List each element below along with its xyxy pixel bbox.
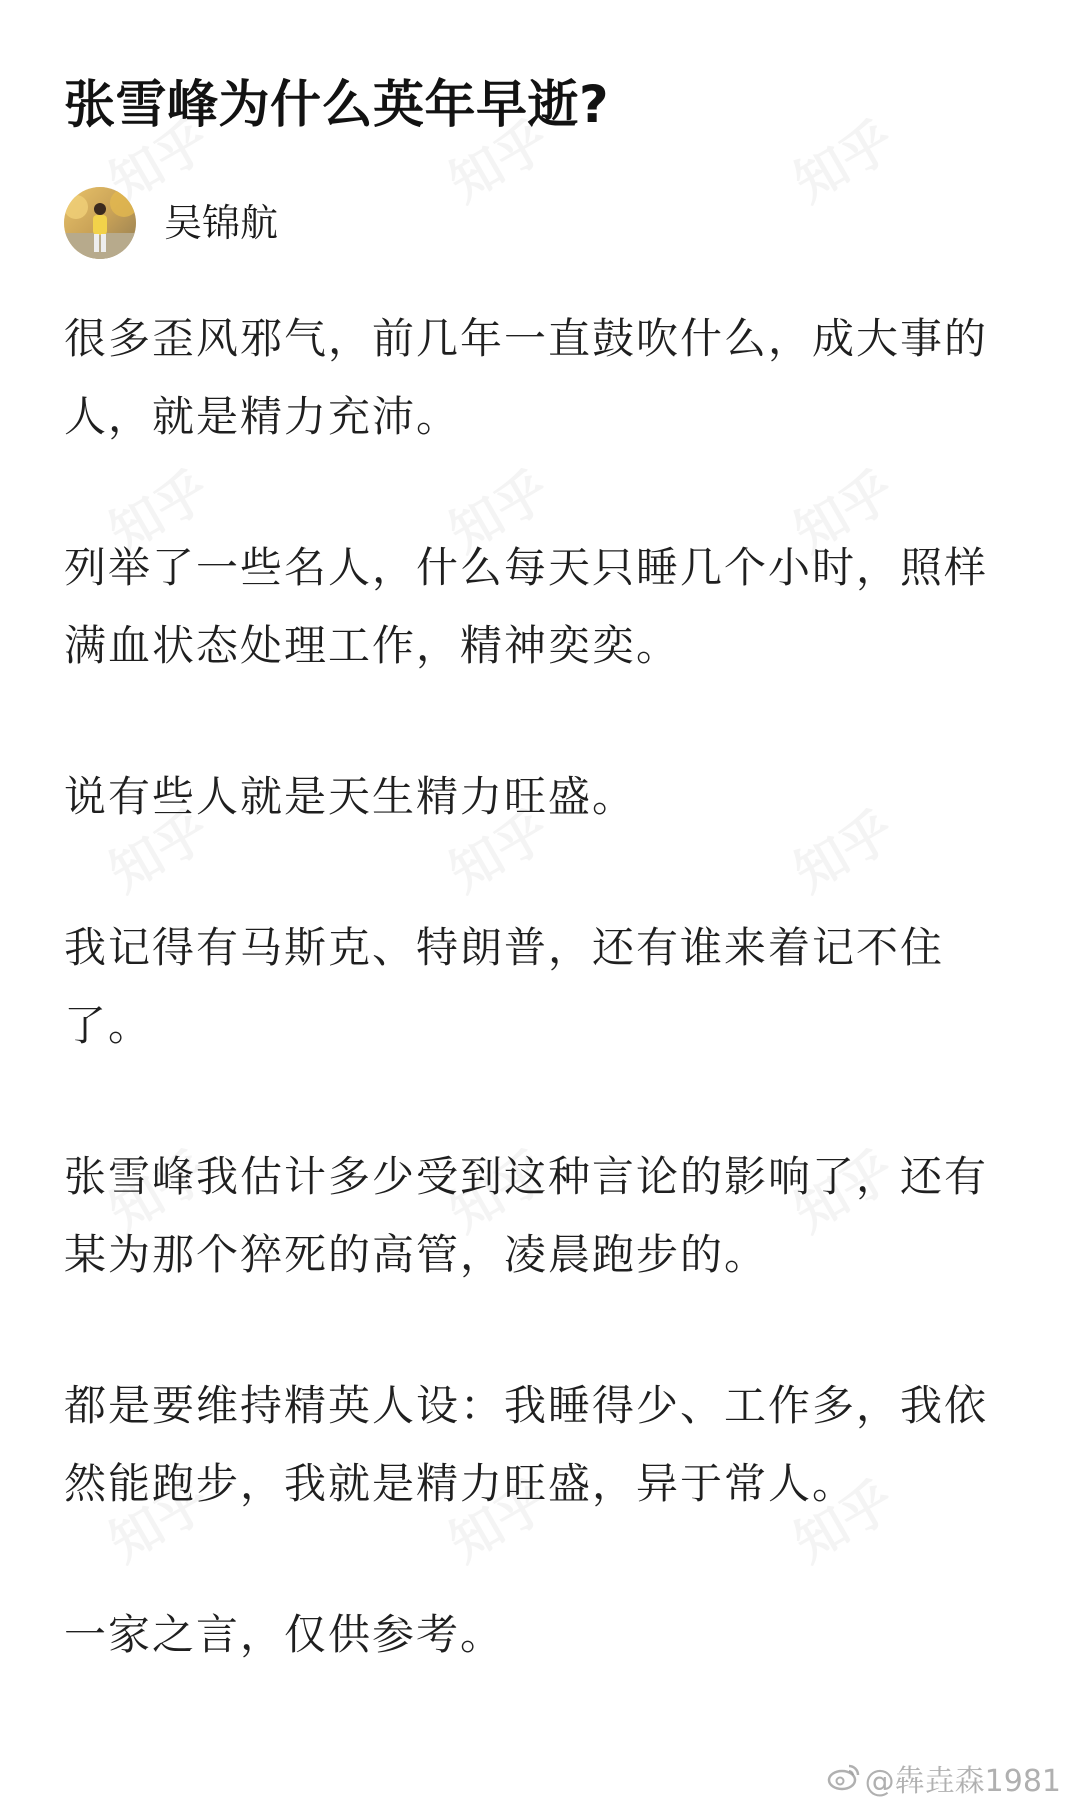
author-row[interactable]	[64, 186, 278, 260]
answer-paragraph: 说有些人就是天生精力旺盛。	[64, 772, 637, 821]
weibo-icon	[827, 1762, 861, 1801]
question-title[interactable]: 张雪峰为什么英年早逝?	[64, 76, 610, 135]
answer-paragraph: 都是要维持精英人设：我睡得少、工作多，我依然能跑步，我就是精力旺盛，异于常人。	[64, 1381, 989, 1508]
answer-paragraph: 很多歪风邪气，前几年一直鼓吹什么，成大事的人，就是精力充沛。	[64, 314, 989, 441]
answer-paragraph: 一家之言，仅供参考。	[64, 1610, 505, 1659]
answer-paragraph: 列举了一些名人，什么每天只睡几个小时，照样满血状态处理工作，精神奕奕。	[64, 543, 989, 670]
answer-content	[64, 300, 1004, 1674]
answer-paragraph: 张雪峰我估计多少受到这种言论的影响了，还有某为那个猝死的高管，凌晨跑步的。	[64, 1152, 989, 1279]
weibo-watermark	[827, 1762, 1061, 1801]
answer-paragraph: 我记得有马斯克、特朗普，还有谁来着记不住了。	[64, 923, 945, 1050]
weibo-handle: @犇垚森1981	[864, 1763, 1061, 1799]
author-name[interactable]: 吴锦航	[164, 201, 279, 245]
author-avatar[interactable]	[64, 187, 136, 259]
avatar-photo-icon	[64, 187, 136, 259]
